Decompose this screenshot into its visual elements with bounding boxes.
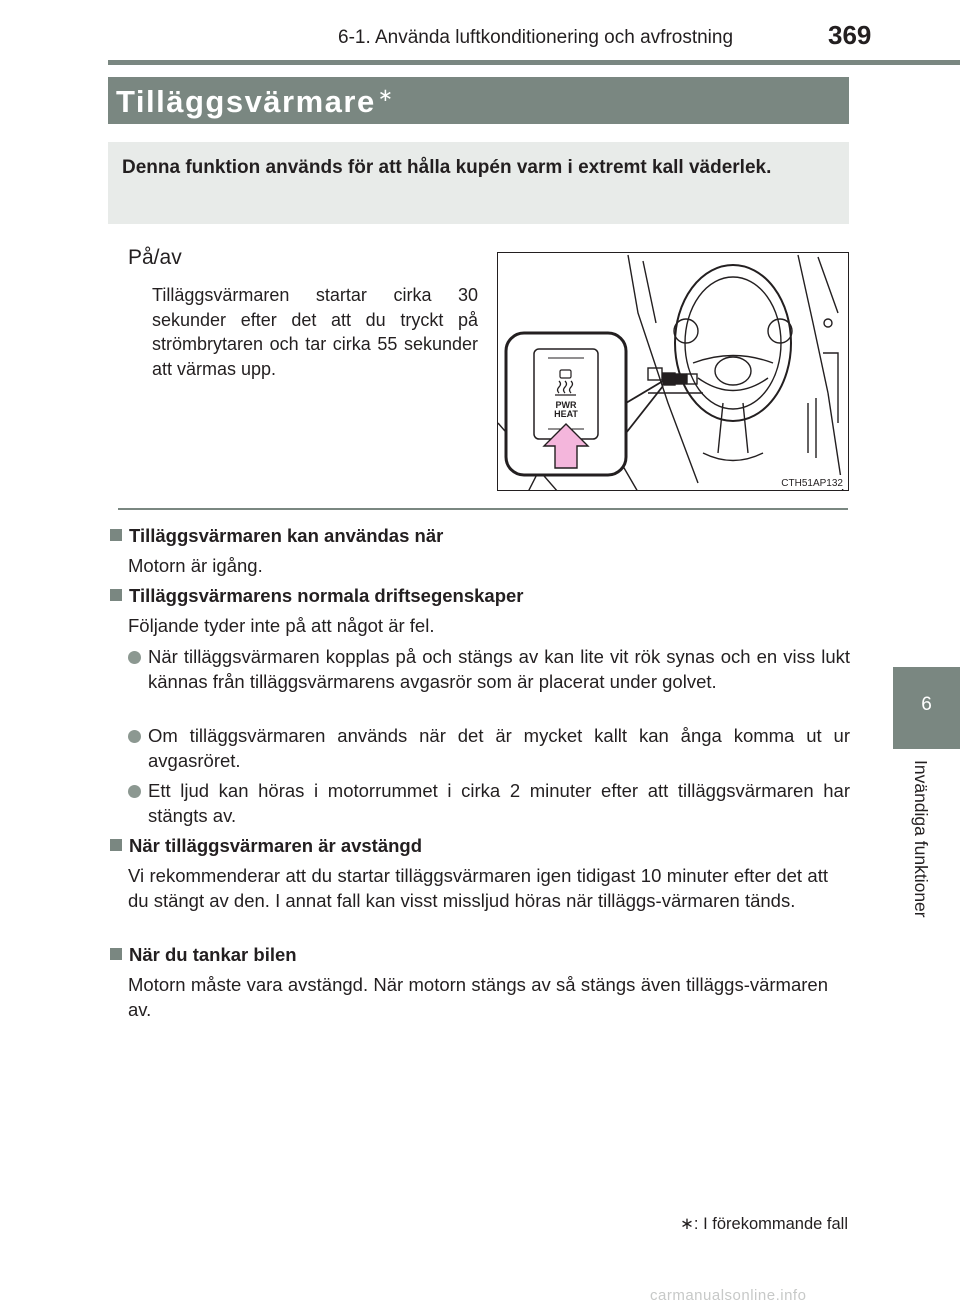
section-heading-text: Tilläggsvärmaren kan användas när (129, 525, 444, 546)
square-bullet-icon (110, 589, 122, 601)
indicator-lamp (560, 370, 571, 378)
title-label: Tilläggsvärmare (116, 84, 376, 119)
watermark: carmanualsonline.info (650, 1287, 807, 1304)
page-title (116, 84, 394, 120)
section-body-off: Vi rekommenderar att du startar tilläggsvärmaren igen tidigast 10 minuter efter det att du stängt av den. I annat fall kan visst missljud höras när tilläggs-värmaren tänds. (128, 865, 828, 911)
section-divider (118, 508, 848, 510)
bullet-dot-icon (128, 651, 141, 664)
button-label-pwr: PWR (555, 400, 577, 410)
section-body-normal: Följande tyder inte på att något är fel. (128, 615, 435, 636)
dashboard-drawing (498, 253, 849, 491)
chapter-number: 6 (921, 694, 932, 715)
list-item (128, 779, 850, 828)
square-bullet-icon (110, 839, 122, 851)
section-heading-text: När tilläggsvärmaren är avstängd (129, 835, 423, 856)
section-heading-text: Tilläggsvärmarens normala driftsegenskaper (129, 585, 524, 606)
intro-text: Denna funktion används för att hålla kupén varm i extremt kall väderlek. (122, 157, 772, 178)
list-item (128, 724, 850, 773)
list-item (128, 645, 850, 694)
figure-code: CTH51AP132 (781, 478, 843, 489)
footnote: ∗: I förekommande fall (680, 1215, 848, 1233)
bullet-dot-icon (128, 730, 141, 743)
onoff-heading: På/av (128, 246, 182, 269)
section-body-usage: Motorn är igång. (128, 555, 263, 576)
header-rule (108, 60, 960, 65)
onoff-body: Tilläggsvärmaren startar cirka 30 sekunder efter det att du tryckt på strömbrytaren och tar cirka 55 sekunder att värmas upp. (152, 285, 478, 379)
steering-wheel-rim (675, 265, 791, 421)
list-item-text: Ett ljud kan höras i motorrummet i cirka 2 minuter efter att tilläggsvärmaren har stängts av. (148, 780, 850, 826)
dash-edge (648, 343, 698, 483)
section-body-refuel: Motorn måste vara avstängd. När motorn stängs av så stängs även tilläggs-värmaren av. (128, 974, 828, 1020)
square-bullet-icon (110, 948, 122, 960)
page-number: 369 (828, 20, 872, 50)
list-item-text: Om tilläggsvärmaren används när det är mycket kallt kan ånga komma ut ur avgasröret. (148, 725, 850, 771)
chapter-label: Invändiga funktioner (911, 760, 931, 918)
running-header: 6-1. Använda luftkonditionering och avfrostning (338, 27, 734, 48)
section-heading-text: När du tankar bilen (129, 944, 297, 965)
a-pillar-line-2 (643, 261, 656, 323)
steering-hub (715, 357, 751, 385)
section-heading-off (110, 835, 422, 857)
section-heading-normal (110, 585, 524, 607)
dashboard-illustration (497, 252, 849, 491)
button-label-heat: HEAT (554, 409, 578, 419)
square-bullet-icon (110, 529, 122, 541)
bullet-dot-icon (128, 785, 141, 798)
title-footnote-marker: ∗ (377, 84, 395, 105)
list-item-text: När tilläggsvärmaren kopplas på och stängs av kan lite vit rök synas och en viss lukt kännas från tilläggsvärmarens avgasrör som är placerat under golvet. (148, 646, 850, 692)
section-heading-usage (110, 525, 443, 547)
section-heading-refuel (110, 944, 297, 966)
